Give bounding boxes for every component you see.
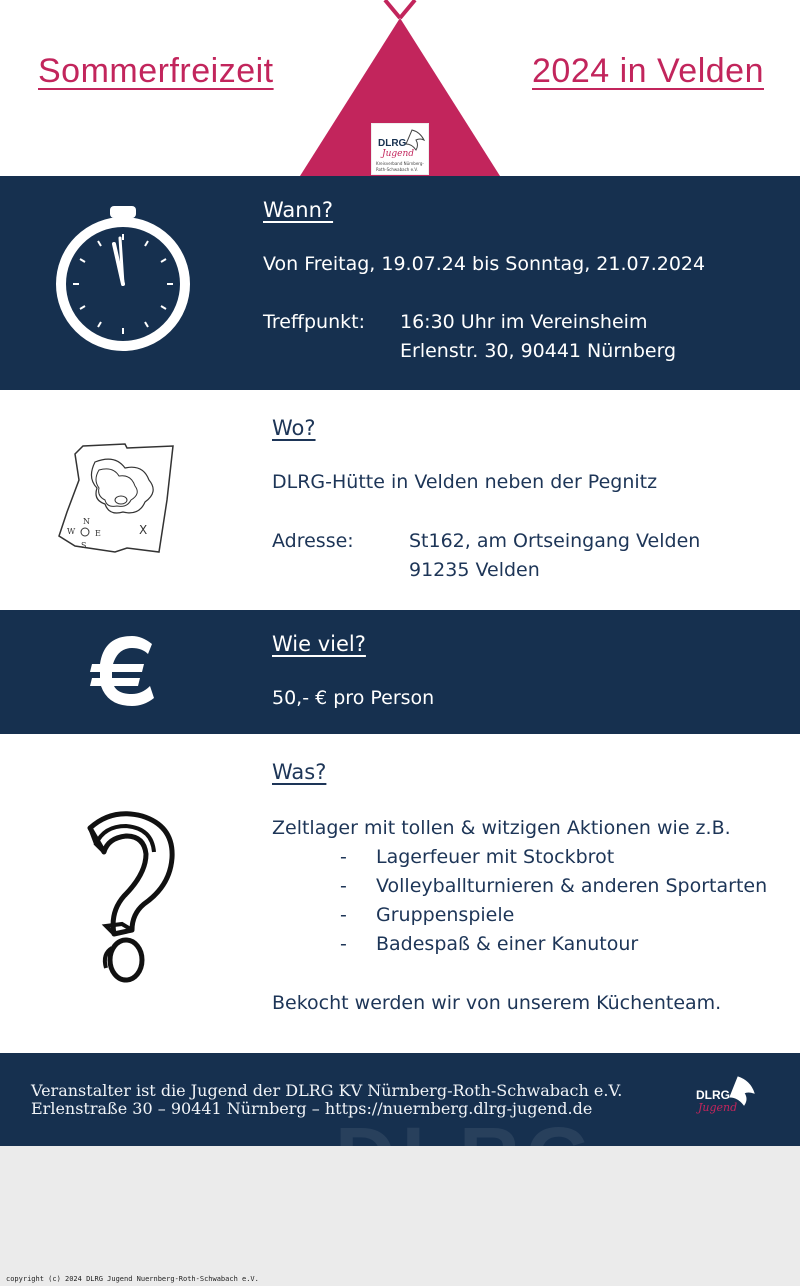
section-what [0, 734, 800, 1053]
activity-list [340, 843, 767, 959]
meet-line2: Erlenstr. 30, 90441 Nürnberg [400, 340, 677, 362]
where-heading: Wo? [272, 416, 316, 440]
copyright: copyright (c) 2024 DLRG Jugend Nuernberg-Roth-Schwabach e.V. [6, 1275, 259, 1283]
footer-dlrg-logo [694, 1071, 766, 1119]
footer-address: Erlenstraße 30 – 90441 Nürnberg – https://nuernberg.dlrg-jugend.de [31, 1099, 593, 1118]
treasure-map-icon [55, 442, 180, 554]
bullet-dash: - [340, 875, 347, 897]
svg-text:E: E [95, 529, 101, 538]
svg-text:Kreisverband Nürnberg-: Kreisverband Nürnberg- [376, 161, 424, 166]
svg-text:Jugend: Jugend [698, 1101, 738, 1114]
svg-text:DLRG: DLRG [696, 1088, 730, 1102]
svg-text:Jugend: Jugend [382, 149, 415, 159]
title-left: Sommerfreizeit [38, 52, 274, 90]
address-line1: St162, am Ortseingang Velden [409, 530, 701, 552]
list-item [340, 843, 767, 872]
stopwatch-icon [50, 204, 196, 354]
activity-2: Volleyballturnieren & anderen Sportarten [376, 875, 768, 897]
svg-text:DLRG: DLRG [378, 138, 407, 149]
section-cost [0, 610, 800, 734]
svg-text:Roth-Schwabach e.V.: Roth-Schwabach e.V. [376, 167, 418, 172]
svg-text:N: N [83, 517, 90, 526]
section-when [0, 176, 800, 390]
cost-heading: Wie viel? [272, 632, 366, 656]
meet-line1: 16:30 Uhr im Vereinsheim [400, 311, 648, 333]
dlrg-jugend-logo [371, 123, 429, 175]
list-item [340, 901, 767, 930]
where-place: DLRG-Hütte in Velden neben der Pegnitz [272, 471, 658, 493]
svg-text:S: S [81, 541, 87, 550]
bullet-dash: - [340, 846, 347, 868]
question-mark-icon [82, 808, 182, 984]
list-item [340, 930, 767, 959]
cost-price: 50,- € pro Person [272, 687, 435, 709]
activity-3: Gruppenspiele [376, 904, 515, 926]
activity-1: Lagerfeuer mit Stockbrot [376, 846, 615, 868]
activity-4: Badespaß & einer Kanutour [376, 933, 639, 955]
address-line2: 91235 Velden [409, 559, 540, 581]
title-right: 2024 in Velden [532, 52, 764, 90]
list-item [340, 872, 767, 901]
bullet-dash: - [340, 933, 347, 955]
header [0, 0, 800, 176]
section-where [0, 390, 800, 610]
svg-text:W: W [67, 527, 76, 536]
bottom-area [0, 1146, 800, 1286]
footer-organizer: Veranstalter ist die Jugend der DLRG KV Nürnberg-Roth-Schwabach e.V. [31, 1081, 623, 1100]
bullet-dash: - [340, 904, 347, 926]
what-outro: Bekocht werden wir von unserem Küchenteam. [272, 992, 722, 1014]
euro-icon [90, 634, 160, 708]
address-label: Adresse: [272, 530, 354, 552]
svg-text:X: X [139, 523, 148, 537]
meet-label: Treffpunkt: [263, 311, 365, 333]
when-dates: Von Freitag, 19.07.24 bis Sonntag, 21.07.2024 [263, 253, 706, 275]
what-heading: Was? [272, 760, 327, 784]
when-heading: Wann? [263, 198, 334, 222]
what-intro: Zeltlager mit tollen & witzigen Aktionen wie z.B. [272, 817, 731, 839]
footer [0, 1053, 800, 1146]
